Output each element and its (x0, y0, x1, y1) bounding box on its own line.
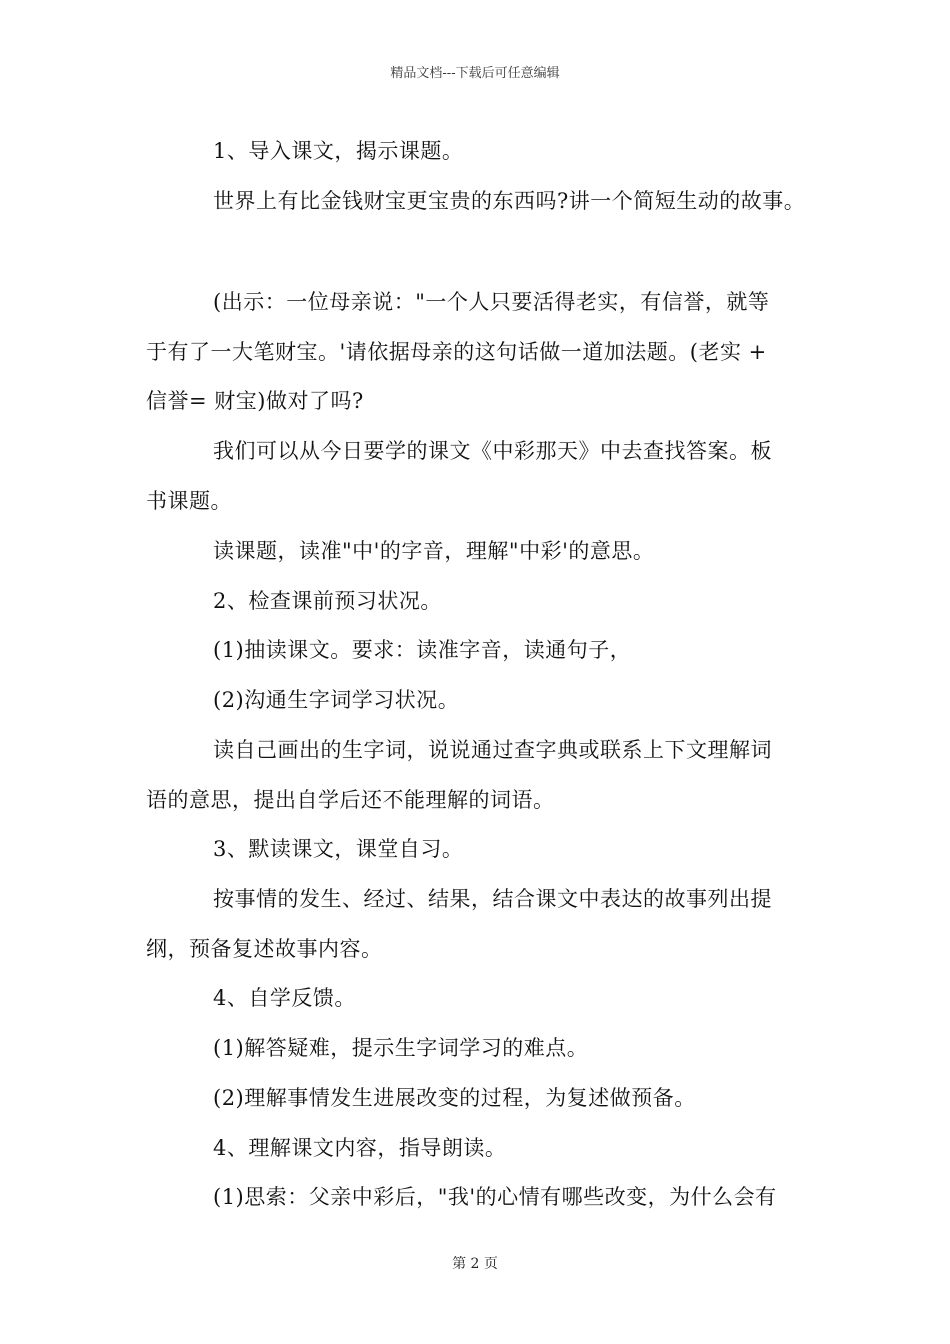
paragraph-line: 书课题。 (146, 489, 232, 513)
paragraph-line: 我们可以从今日要学的课文《中彩那天》中去查找答案。板 (213, 439, 772, 463)
paragraph-line: (出示：一位母亲说："一个人只要活得老实，有信誉，就等 (213, 290, 770, 314)
paragraph-line: (1)抽读课文。要求：读准字音，读通句子， (213, 638, 632, 662)
paragraph-line: 语的意思，提出自学后还不能理解的词语。 (146, 788, 555, 812)
page-number: 第 2 页 (452, 1256, 498, 1272)
paragraph-line: 信誉= 财宝)做对了吗? (146, 389, 364, 413)
paragraph-line: 世界上有比金钱财宝更宝贵的东西吗?讲一个简短生动的故事。 (213, 189, 806, 213)
paragraph-line: 1、导入课文，揭示课题。 (213, 139, 464, 163)
paragraph-line: 按事情的发生、经过、结果，结合课文中表达的故事列出提 (213, 887, 772, 911)
paragraph-line: 2、检查课前预习状况。 (213, 589, 442, 613)
paragraph-line: 纲，预备复述故事内容。 (146, 937, 383, 961)
paragraph-line: (1)解答疑难，提示生字词学习的难点。 (213, 1036, 589, 1060)
paragraph-line: 3、默读课文，课堂自习。 (213, 837, 464, 861)
paragraph-line: (2)理解事情发生进展改变的过程，为复述做预备。 (213, 1086, 696, 1110)
paragraph-line: 4、自学反馈。 (213, 986, 356, 1010)
paragraph-line: 读自己画出的生字词，说说通过查字典或联系上下文理解词 (213, 738, 772, 762)
paragraph-line: (1)思索：父亲中彩后，"我'的心情有哪些改变，为什么会有 (213, 1185, 777, 1209)
paragraph-line: 于有了一大笔财宝。'请依据母亲的这句话做一道加法题。(老实 + (146, 340, 767, 364)
paragraph-line: (2)沟通生字词学习状况。 (213, 688, 460, 712)
page-header: 精品文档---下载后可任意编辑 (390, 66, 560, 81)
paragraph-line: 4、理解课文内容，指导朗读。 (213, 1136, 507, 1160)
paragraph-line: 读课题，读准"中'的字音，理解"中彩'的意思。 (213, 539, 655, 563)
